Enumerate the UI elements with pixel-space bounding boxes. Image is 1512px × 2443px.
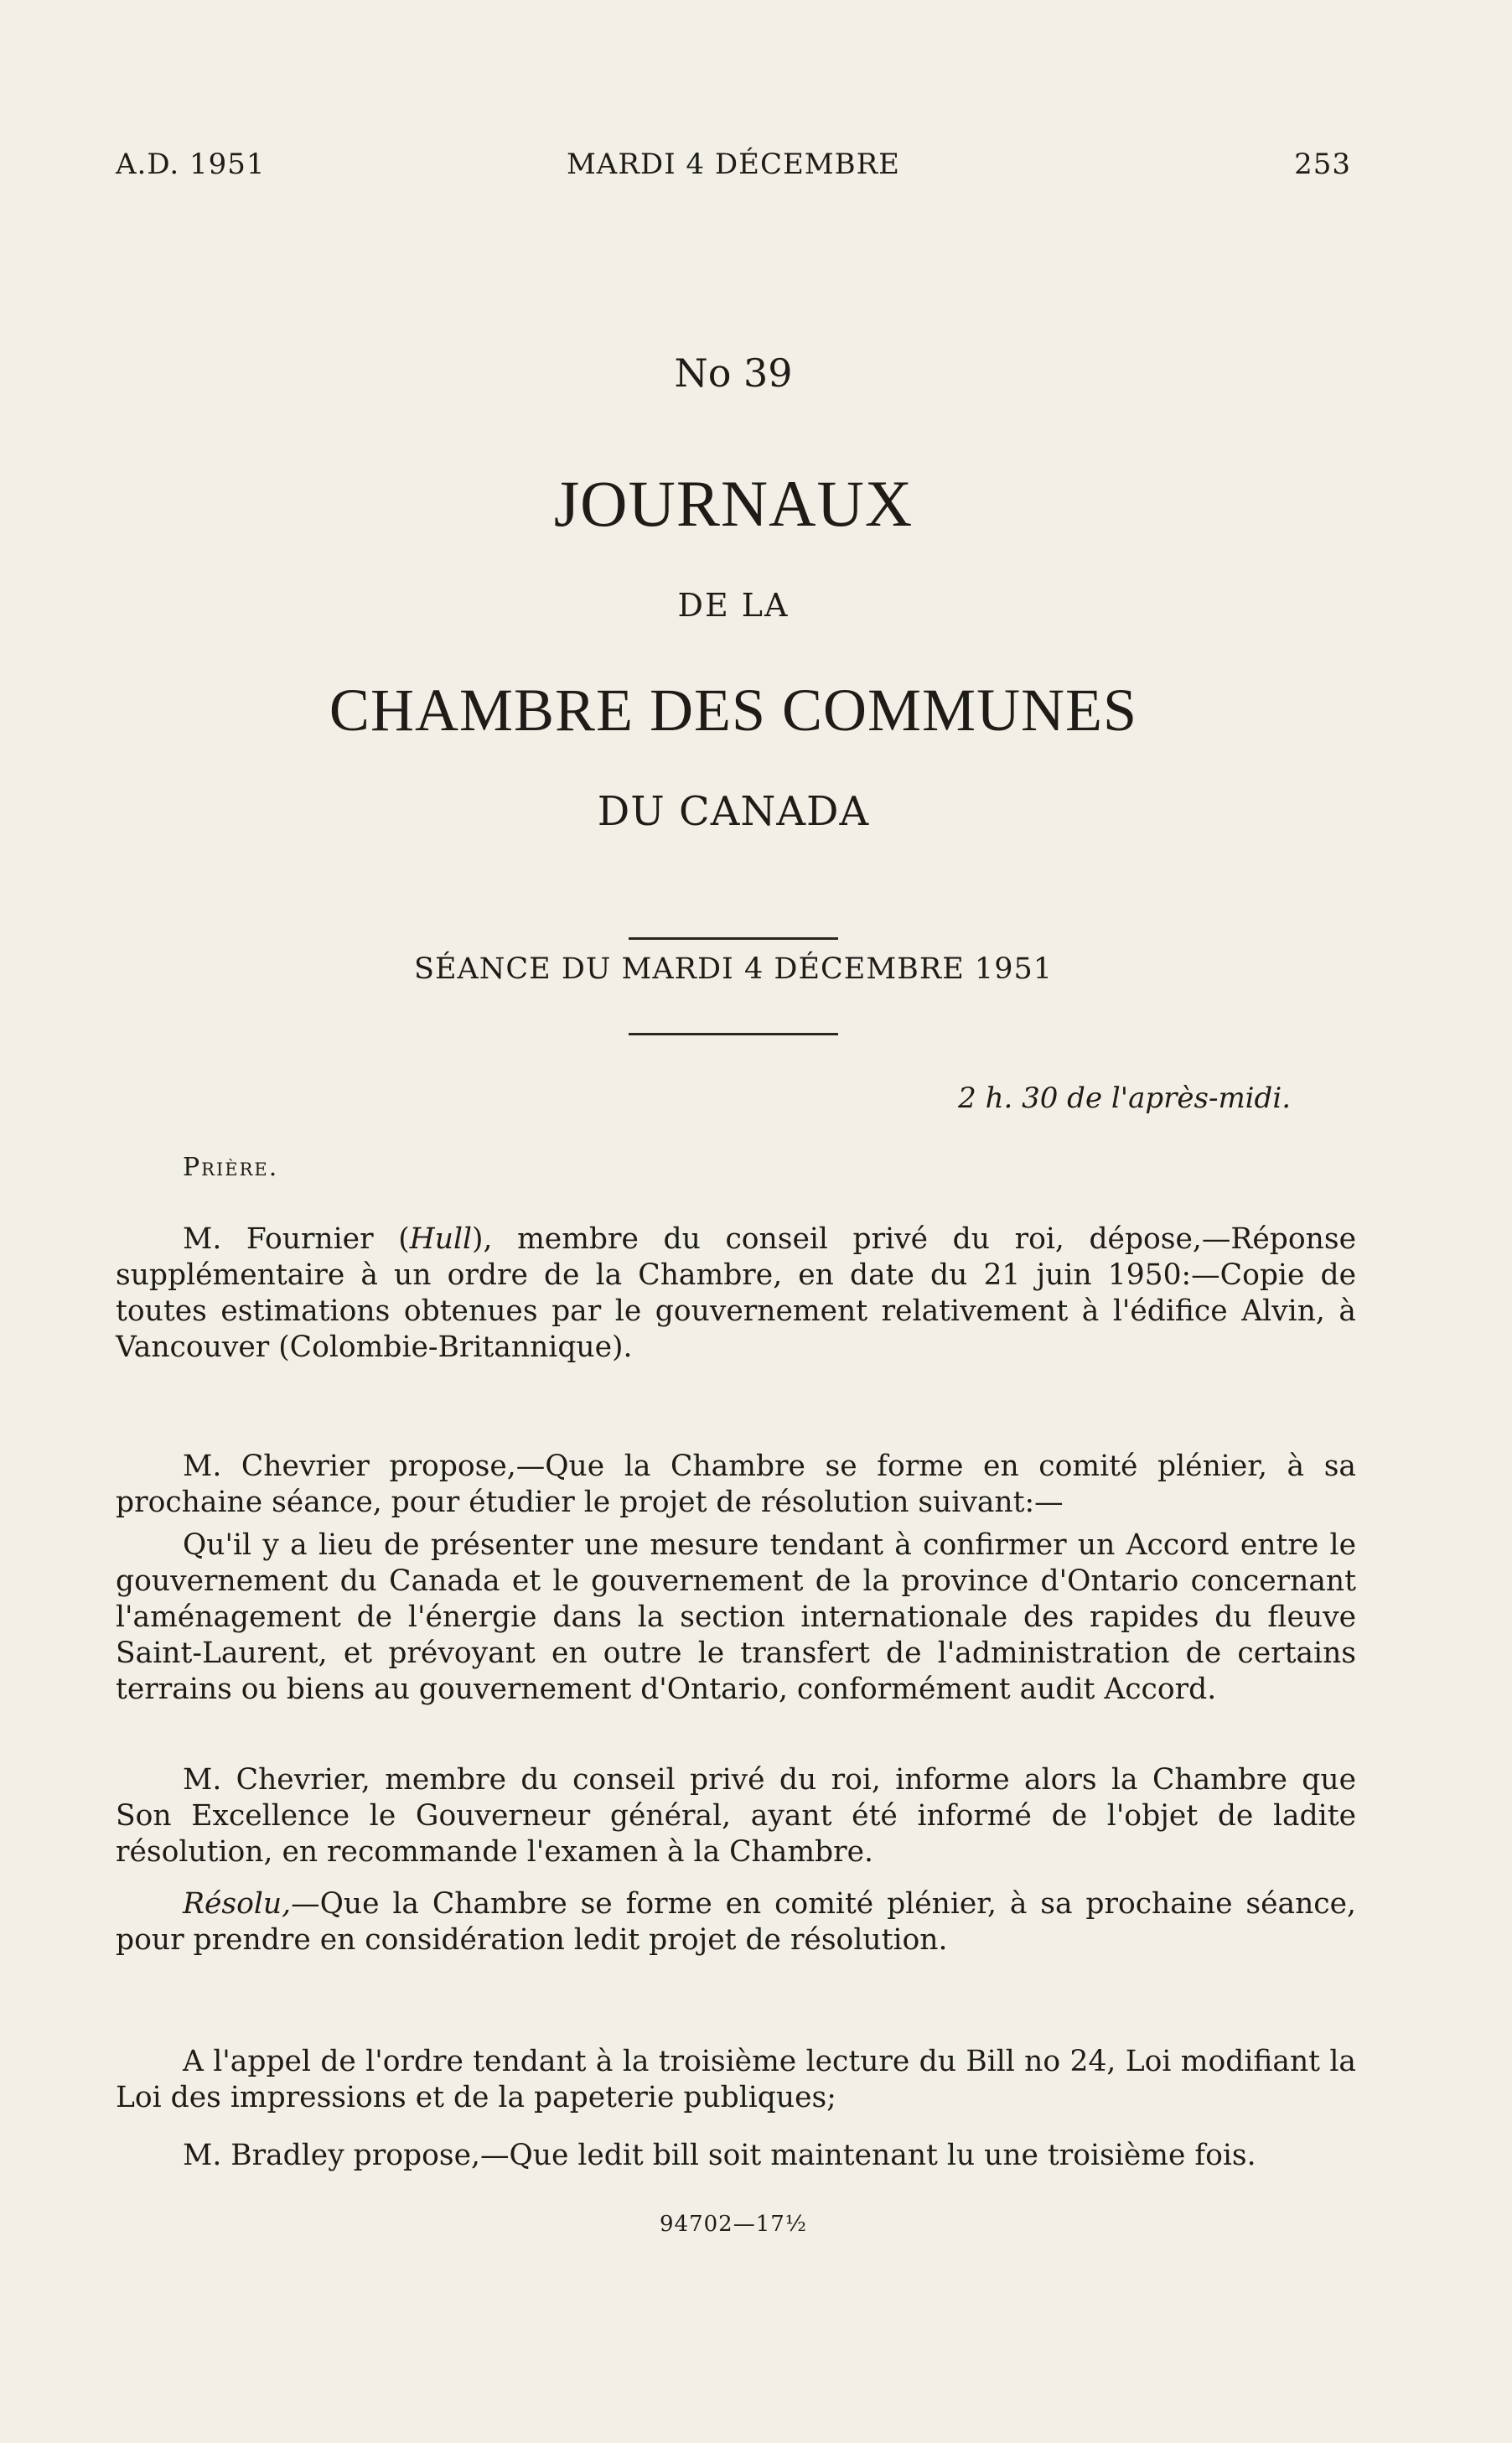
footer-code: 94702—17½ xyxy=(660,2212,807,2237)
paragraph-resolu xyxy=(116,1886,1356,1958)
p1-text-end: ), membre du conseil privé du roi, dépose,—Réponse supplémentaire à un ordre de la Chambre, en date du 21 juin 1950:—Copie de toutes estimations obtenues par le gouvernement relativement à l'édifice Alvin, à Vancouver (Colombie-Britannique). xyxy=(116,1222,1356,1364)
title-du-canada: DU CANADA xyxy=(597,788,870,835)
p6-text: A l'appel de l'ordre tendant à la troisième lecture du Bill no 24, Loi modifiant la Loi des impressions et de la papeterie publiques; xyxy=(116,2045,1356,2114)
divider-bottom xyxy=(629,1033,838,1035)
paragraph-chevrier-informe xyxy=(116,1762,1356,1870)
session-time: 2 h. 30 de l'après-midi. xyxy=(958,1081,1291,1115)
p5-text: —Que la Chambre se forme en comité plénier, à sa prochaine séance, pour prendre en considération ledit projet de résolution. xyxy=(116,1887,1356,1957)
title-journaux: JOURNAUX xyxy=(553,467,914,540)
paragraph-bill-24 xyxy=(116,2044,1356,2116)
header-date: MARDI 4 DÉCEMBRE xyxy=(566,148,901,181)
p5-resolu: Résolu, xyxy=(183,1887,292,1921)
page-number: 253 xyxy=(1294,148,1351,181)
p2-text: M. Chevrier propose,—Que la Chambre se forme en comité plénier, à sa prochaine séance, pour étudier le projet de résolution suivant:— xyxy=(116,1450,1356,1519)
priere-heading: Prière. xyxy=(183,1153,279,1182)
p4-text: M. Chevrier, membre du conseil privé du roi, informe alors la Chambre que Son Excellence le Gouverneur général, ayant été informé de l'objet de ladite résolution, en recommande l'examen à la Chambre. xyxy=(116,1763,1356,1869)
p1-riding: Hull xyxy=(409,1222,473,1256)
divider-top xyxy=(629,937,838,940)
running-head xyxy=(116,148,1351,189)
header-year: A.D. 1951 xyxy=(116,148,266,181)
paragraph-bradley xyxy=(116,2138,1356,2174)
p3-text: Qu'il y a lieu de présenter une mesure tendant à confirmer un Accord entre le gouvernement du Canada et le gouvernement de la province d'Ontario concernant l'aménagement de l'énergie dans la section internationale des rapides du fleuve Saint-Laurent, et prévoyant en outre le transfert de l'administration de certains terrains ou biens au gouvernement d'Ontario, conformément audit Accord. xyxy=(116,1528,1356,1706)
title-de-la: DE LA xyxy=(677,587,790,624)
title-chambre: CHAMBRE DES COMMUNES xyxy=(329,677,1138,744)
p1-text-start: M. Fournier ( xyxy=(183,1222,410,1256)
seance-heading: SÉANCE DU MARDI 4 DÉCEMBRE 1951 xyxy=(413,952,1054,986)
p7-text: M. Bradley propose,—Que ledit bill soit maintenant lu une troisième fois. xyxy=(183,2139,1256,2172)
paragraph-fournier xyxy=(116,1222,1356,1366)
paragraph-resolution-text xyxy=(116,1528,1356,1708)
paragraph-chevrier-propose xyxy=(116,1449,1356,1521)
issue-number: No 39 xyxy=(674,350,793,396)
